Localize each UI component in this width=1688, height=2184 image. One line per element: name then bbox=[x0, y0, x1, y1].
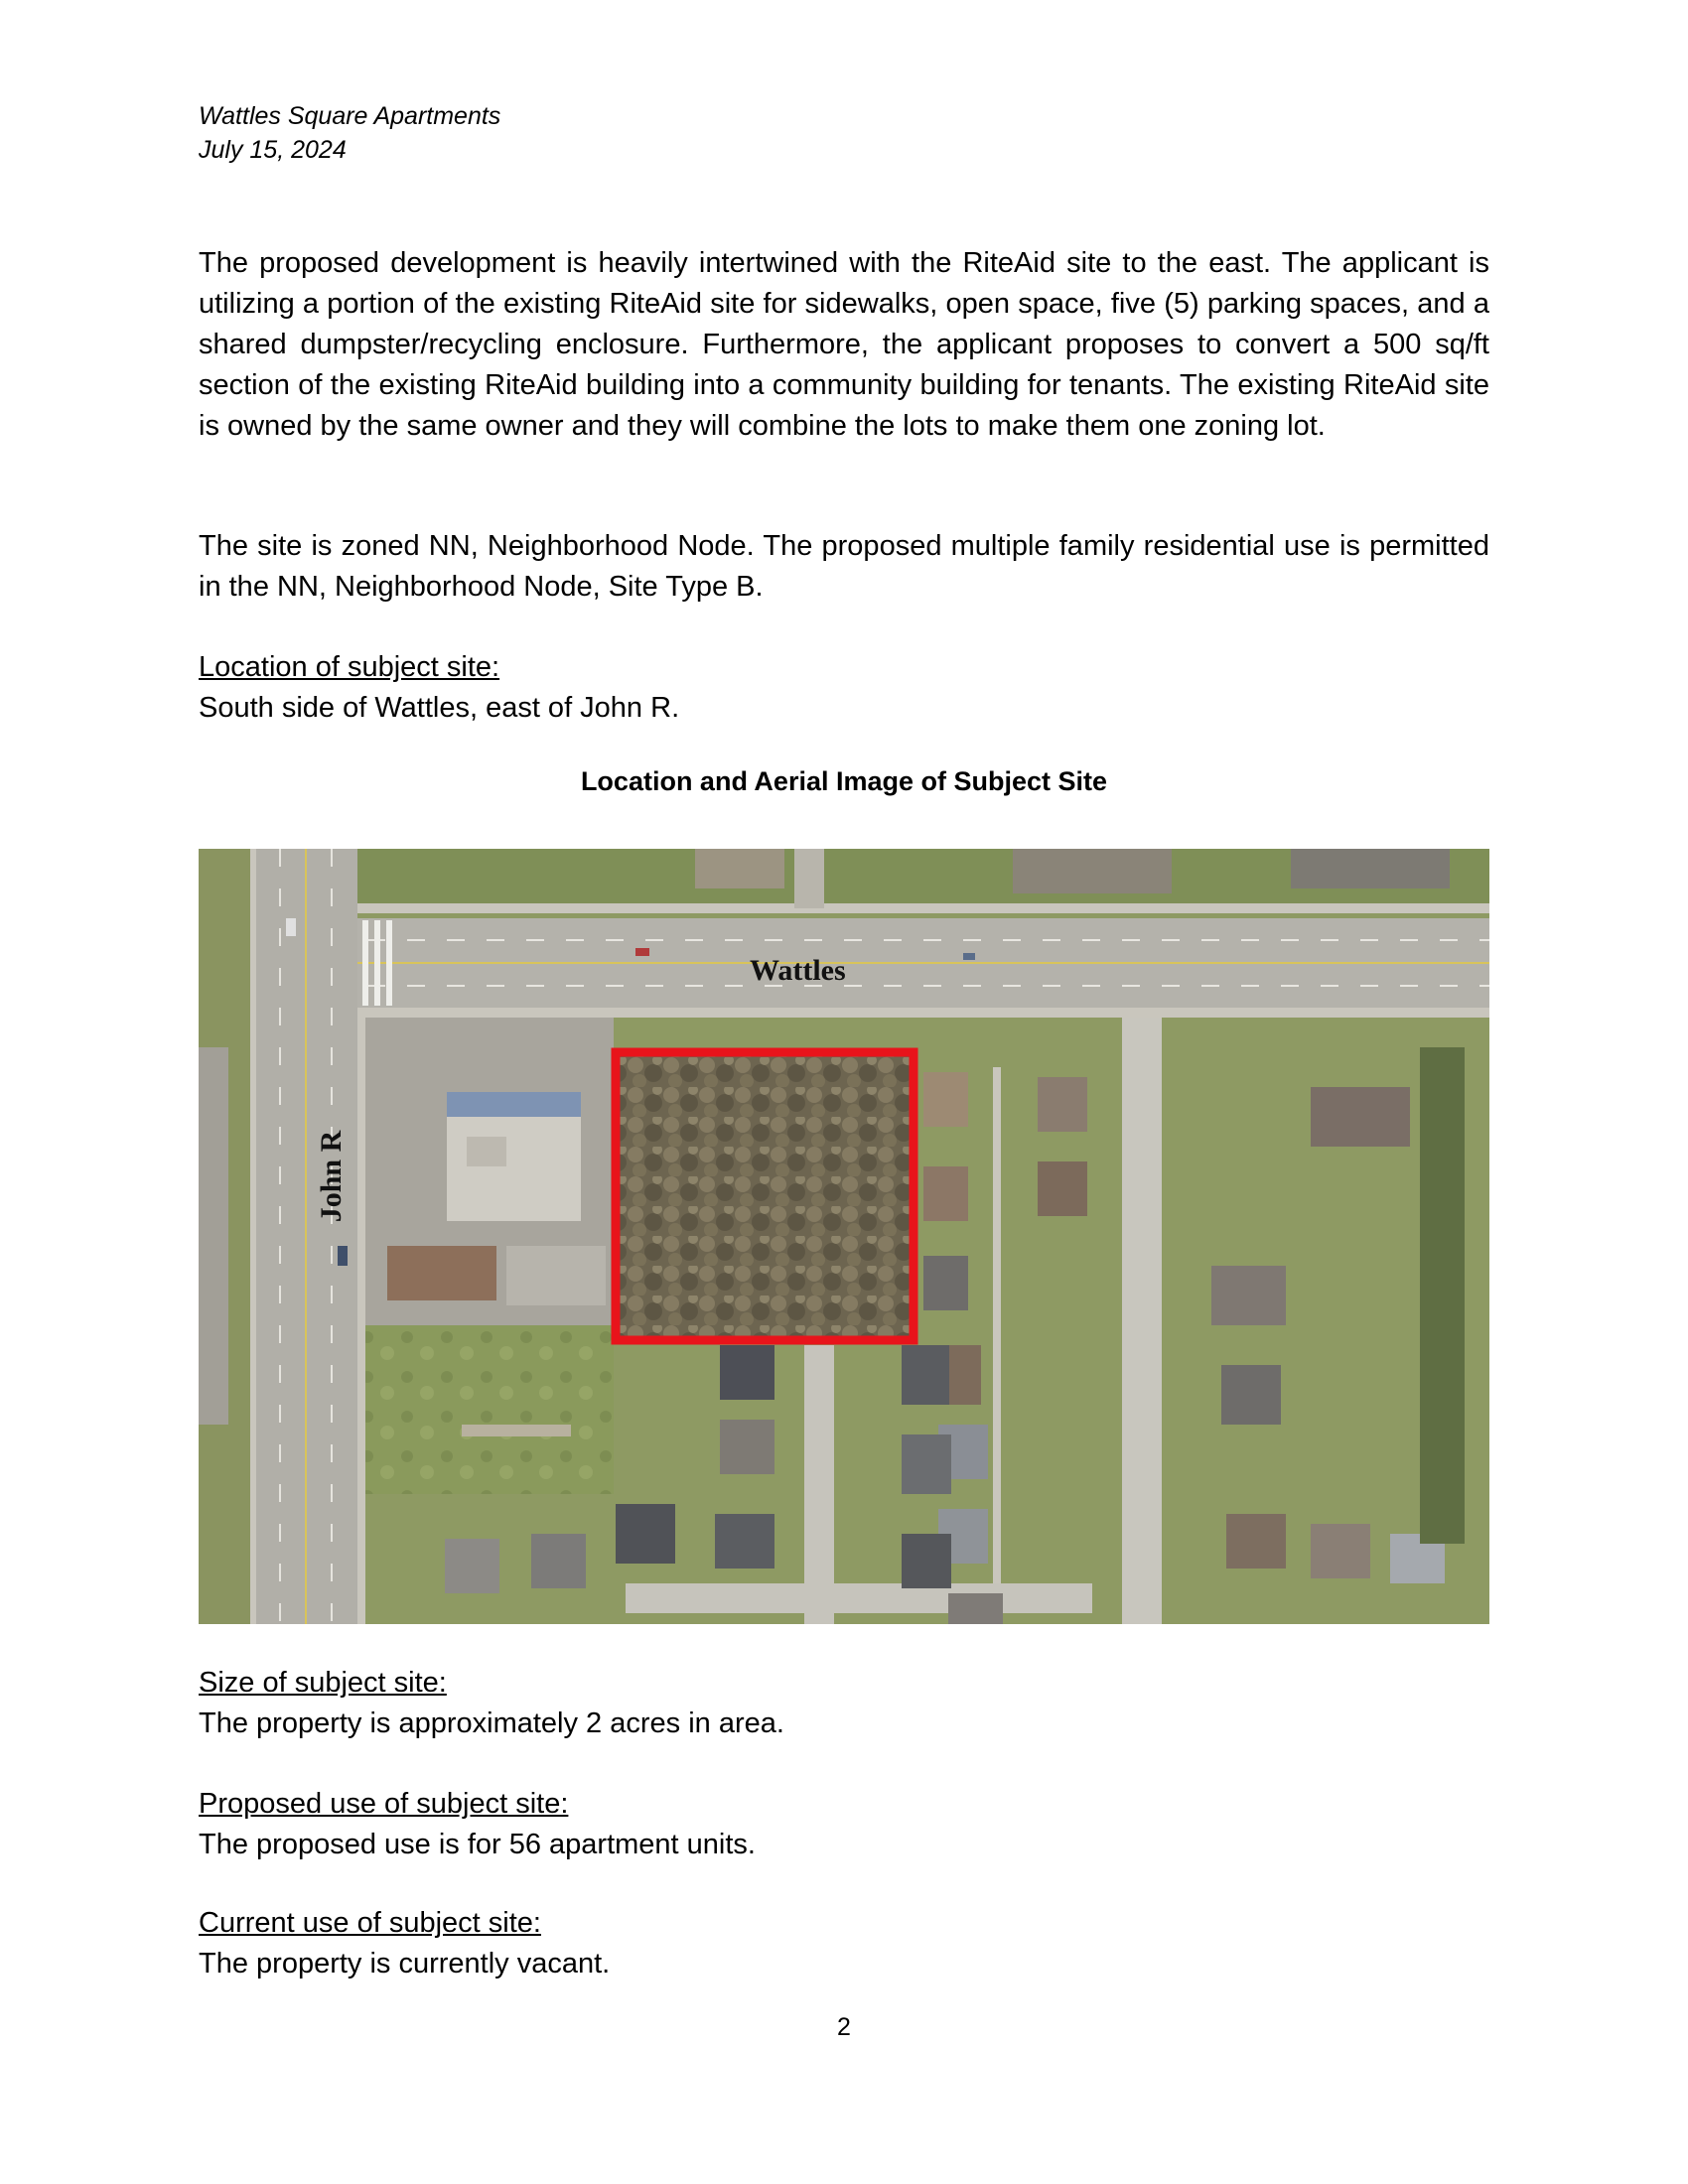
current-use-section bbox=[199, 1903, 1489, 1984]
header-date: July 15, 2024 bbox=[199, 136, 347, 164]
header-title: Wattles Square Apartments bbox=[199, 102, 501, 130]
car bbox=[635, 948, 649, 956]
north-house bbox=[1013, 849, 1172, 893]
size-value: The property is approximately 2 acres in area. bbox=[199, 1707, 784, 1739]
north-sidewalk bbox=[357, 903, 1489, 913]
wattles-label: Wattles bbox=[750, 954, 846, 987]
riteaid-roof-edge bbox=[447, 1092, 581, 1117]
location-value: South side of Wattles, east of John R. bbox=[199, 692, 680, 724]
east-sidewalk bbox=[357, 1018, 365, 1624]
proposed-use-label: Proposed use of subject site: bbox=[199, 1788, 569, 1820]
north-structure bbox=[695, 849, 784, 888]
rooftop-unit bbox=[467, 1137, 506, 1166]
subject-site-woods bbox=[616, 1052, 914, 1340]
car bbox=[338, 1246, 348, 1266]
proposed-use-value: The proposed use is for 56 apartment units. bbox=[199, 1829, 756, 1860]
bank-building bbox=[387, 1246, 496, 1300]
east-street bbox=[1122, 1018, 1162, 1624]
location-label: Location of subject site: bbox=[199, 651, 500, 683]
east-sidewalk-2 bbox=[993, 1067, 1001, 1624]
paragraph-riteaid: The proposed development is heavily intertwined with the RiteAid site to the east. The applicant is utilizing a portion of the existing RiteAid site for sidewalks, open space, five (5) parking spaces, and a shared dumpster/recycling enclosure. Furthermore, the applicant proposes to convert a 500 sq/ft section of the existing RiteAid building into a community building for tenants. The existing RiteAid site is owned by the same owner and they will combine the lots to make them one zoning lot. bbox=[199, 247, 1489, 442]
current-use-label: Current use of subject site: bbox=[199, 1907, 541, 1939]
page-number: 2 bbox=[837, 2013, 851, 2041]
size-section bbox=[199, 1663, 1489, 1744]
north-driveway bbox=[794, 849, 824, 908]
bank-drive bbox=[506, 1246, 606, 1305]
west-parking bbox=[199, 1047, 228, 1425]
figure-caption: Location and Aerial Image of Subject Site bbox=[580, 766, 1108, 796]
location-section bbox=[199, 647, 1489, 729]
field-path bbox=[462, 1425, 571, 1436]
southwest-field bbox=[365, 1325, 614, 1494]
west-sidewalk bbox=[250, 849, 256, 1624]
south-street bbox=[804, 1345, 834, 1624]
size-label: Size of subject site: bbox=[199, 1667, 447, 1699]
south-sidewalk bbox=[357, 1008, 1489, 1018]
page-header bbox=[199, 99, 500, 167]
current-use-value: The property is currently vacant. bbox=[199, 1948, 611, 1979]
crosswalk bbox=[362, 920, 392, 1006]
proposed-use-section bbox=[199, 1784, 1489, 1865]
south-cross-street bbox=[626, 1583, 1092, 1613]
car bbox=[286, 918, 296, 936]
east-treeline bbox=[1420, 1047, 1465, 1544]
paragraph-zoning: The site is zoned NN, Neighborhood Node. The proposed multiple family residential use is permitted in the NN, Neighborhood Node, Site Type B. bbox=[199, 530, 1489, 603]
john-r-label: John R bbox=[315, 1130, 348, 1223]
car bbox=[963, 953, 975, 960]
north-house-2 bbox=[1291, 849, 1450, 888]
aerial-map bbox=[199, 849, 1489, 1624]
